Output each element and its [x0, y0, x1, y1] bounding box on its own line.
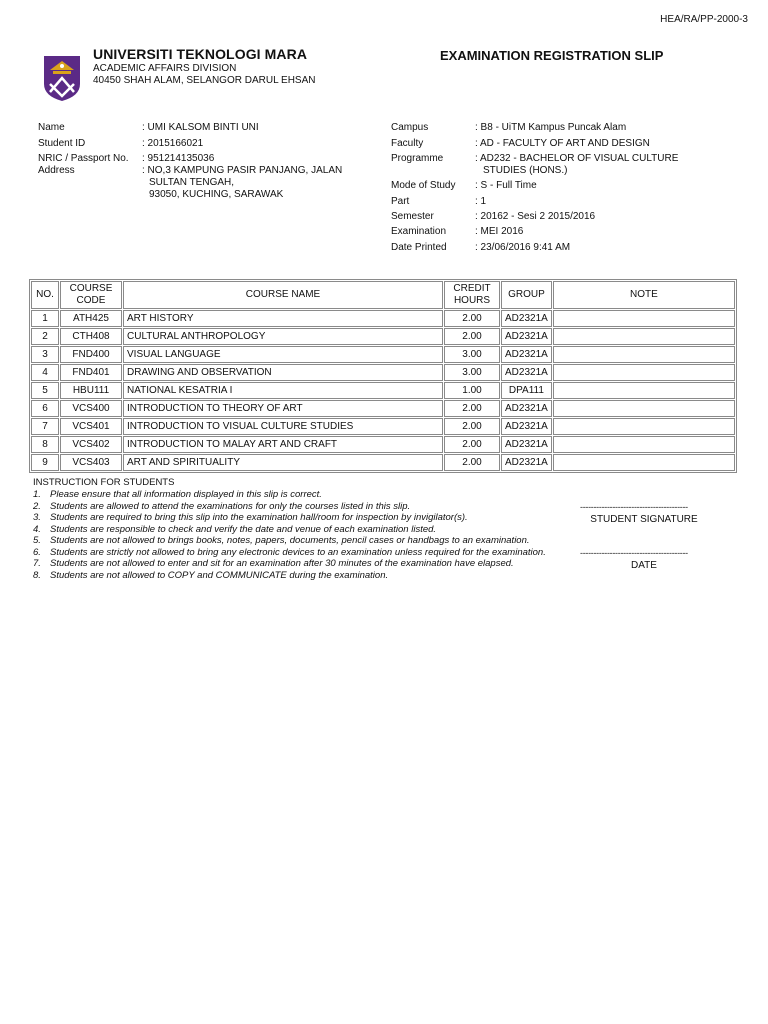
row-course-name: NATIONAL KESATRIA I [123, 382, 443, 399]
row-no: 7 [31, 418, 59, 435]
address-label: Address [38, 165, 75, 176]
row-group: AD2321A [501, 454, 552, 471]
row-credit-hours: 2.00 [444, 436, 500, 453]
row-course-code: VCS403 [60, 454, 122, 471]
faculty-label: Faculty [391, 138, 424, 149]
instruction-text: Students are allowed to attend the examinations for only the courses listed in this slip. [50, 500, 411, 512]
row-course-name: ART AND SPIRITUALITY [123, 454, 443, 471]
header-note: NOTE [553, 281, 735, 309]
header-group: GROUP [501, 281, 552, 309]
row-note [553, 436, 735, 453]
row-group: AD2321A [501, 310, 552, 327]
course-table [29, 279, 737, 473]
row-group: AD2321A [501, 400, 552, 417]
instruction-number: 4. [33, 523, 41, 535]
nric-value: : 951214135036 [142, 153, 215, 164]
instruction-text: Students are not allowed to enter and sit for an examination after 30 minutes of the examination have elapsed. [50, 558, 514, 569]
campus-value: : B8 - UiTM Kampus Puncak Alam [475, 122, 627, 133]
row-credit-hours: 2.00 [444, 310, 500, 327]
row-course-code: FND400 [60, 346, 122, 363]
mode-value: : S - Full Time [475, 180, 537, 191]
row-course-code: VCS400 [60, 400, 122, 417]
row-credit-hours: 2.00 [444, 400, 500, 417]
faculty-value: : AD - FACULTY OF ART AND DESIGN [475, 138, 650, 149]
row-group: AD2321A [501, 436, 552, 453]
row-group: AD2321A [501, 346, 552, 363]
signature-line: ---------------------------------------- [580, 502, 688, 512]
header-credit-hours: CREDIT HOURS [444, 281, 500, 309]
semester-value: : 20162 - Sesi 2 2015/2016 [475, 211, 596, 222]
student-id-label: Student ID [38, 138, 86, 149]
instruction-text: Please ensure that all information displayed in this slip is correct. [50, 489, 322, 500]
instruction-item [33, 558, 553, 570]
instructions [33, 477, 553, 581]
university-name: UNIVERSITI TEKNOLOGI MARA [93, 46, 308, 62]
row-course-code: VCS401 [60, 418, 122, 435]
division-name: ACADEMIC AFFAIRS DIVISION [93, 63, 237, 74]
table-row [31, 328, 735, 345]
student-id-value: : 2015166021 [142, 138, 204, 149]
instruction-item [33, 535, 553, 547]
row-no: 6 [31, 400, 59, 417]
row-course-code: VCS402 [60, 436, 122, 453]
row-course-code: ATH425 [60, 310, 122, 327]
row-note [553, 346, 735, 363]
row-note [553, 418, 735, 435]
address-line-2: SULTAN TENGAH, [149, 177, 235, 188]
date-printed-value: : 23/06/2016 9:41 AM [475, 242, 571, 253]
programme-label: Programme [391, 153, 444, 164]
row-no: 3 [31, 346, 59, 363]
instruction-text: Students are strictly not allowed to bring any electronic devices to an examination unless required for the examination. [50, 546, 546, 558]
row-group: DPA111 [501, 382, 552, 399]
row-no: 5 [31, 382, 59, 399]
row-group: AD2321A [501, 418, 552, 435]
table-row [31, 400, 735, 417]
row-credit-hours: 2.00 [444, 328, 500, 345]
row-course-name: DRAWING AND OBSERVATION [123, 364, 443, 381]
document-code: HEA/RA/PP-2000-3 [660, 14, 748, 25]
instruction-number: 1. [33, 489, 41, 500]
table-row [31, 382, 735, 399]
row-note [553, 328, 735, 345]
row-no: 4 [31, 364, 59, 381]
row-course-name: INTRODUCTION TO THEORY OF ART [123, 400, 443, 417]
table-row [31, 418, 735, 435]
instruction-number: 6. [33, 546, 41, 558]
mode-label: Mode of Study [391, 180, 456, 191]
row-credit-hours: 2.00 [444, 454, 500, 471]
examination-label: Examination [391, 226, 447, 237]
instructions-heading: INSTRUCTION FOR STUDENTS [33, 477, 175, 488]
row-credit-hours: 1.00 [444, 382, 500, 399]
instruction-number: 7. [33, 558, 41, 569]
programme-line-1: : AD232 - BACHELOR OF VISUAL CULTURE [475, 153, 679, 164]
header-no: NO. [31, 281, 59, 309]
table-row [31, 454, 735, 471]
semester-label: Semester [391, 211, 434, 222]
row-course-code: CTH408 [60, 328, 122, 345]
instruction-item [33, 489, 553, 501]
name-label: Name [38, 122, 65, 133]
row-credit-hours: 3.00 [444, 364, 500, 381]
name-value: : UMI KALSOM BINTI UNI [142, 122, 259, 133]
row-course-name: ART HISTORY [123, 310, 443, 327]
row-note [553, 364, 735, 381]
row-no: 1 [31, 310, 59, 327]
row-note [553, 382, 735, 399]
instruction-item [33, 570, 553, 582]
row-course-name: VISUAL LANGUAGE [123, 346, 443, 363]
instruction-number: 5. [33, 535, 41, 546]
table-row [31, 364, 735, 381]
address-line-3: 93050, KUCHING, SARAWAK [149, 189, 284, 200]
row-course-code: HBU111 [60, 382, 122, 399]
row-note [553, 400, 735, 417]
table-row [31, 310, 735, 327]
instruction-item [33, 512, 553, 524]
row-group: AD2321A [501, 364, 552, 381]
row-group: AD2321A [501, 328, 552, 345]
part-value: : 1 [475, 196, 487, 207]
row-course-code: FND401 [60, 364, 122, 381]
nric-label: NRIC / Passport No. [38, 153, 129, 164]
university-logo [42, 54, 82, 102]
header-course-code: COURSE CODE [60, 281, 122, 309]
address-line-1: : NO,3 KAMPUNG PASIR PANJANG, JALAN [142, 165, 343, 176]
row-note [553, 454, 735, 471]
slip-title: EXAMINATION REGISTRATION SLIP [440, 48, 664, 63]
instruction-text: Students are not allowed to brings books, notes, papers, documents, pencil cases or handbags to an examination. [50, 535, 530, 546]
student-signature-label: STUDENT SIGNATURE [590, 514, 698, 525]
university-address: 40450 SHAH ALAM, SELANGOR DARUL EHSAN [93, 75, 316, 86]
row-credit-hours: 3.00 [444, 346, 500, 363]
instruction-number: 2. [33, 500, 41, 512]
row-no: 8 [31, 436, 59, 453]
instruction-text: Students are required to bring this slip into the examination hall/room for inspection by invigilator(s). [50, 512, 468, 523]
row-note [553, 310, 735, 327]
campus-label: Campus [391, 122, 429, 133]
row-course-name: CULTURAL ANTHROPOLOGY [123, 328, 443, 345]
instruction-text: Students are not allowed to COPY and COMMUNICATE during the examination. [50, 569, 389, 581]
date-label: DATE [631, 560, 657, 571]
table-header-row [31, 281, 735, 309]
instruction-item [33, 547, 553, 559]
instruction-item [33, 501, 553, 513]
examination-value: : MEI 2016 [475, 226, 524, 237]
row-course-name: INTRODUCTION TO VISUAL CULTURE STUDIES [123, 418, 443, 435]
row-course-name: INTRODUCTION TO MALAY ART AND CRAFT [123, 436, 443, 453]
table-row [31, 436, 735, 453]
row-no: 2 [31, 328, 59, 345]
instruction-number: 3. [33, 512, 41, 523]
header-course-name: COURSE NAME [123, 281, 443, 309]
date-printed-label: Date Printed [391, 242, 447, 253]
table-row [31, 346, 735, 363]
date-line: ---------------------------------------- [580, 548, 688, 558]
row-credit-hours: 2.00 [444, 418, 500, 435]
instruction-item [33, 524, 553, 536]
part-label: Part [391, 196, 410, 207]
instruction-number: 8. [33, 569, 41, 581]
programme-line-2: STUDIES (HONS.) [483, 165, 568, 176]
row-no: 9 [31, 454, 59, 471]
instruction-text: Students are responsible to check and verify the date and venue of each examination listed. [50, 523, 437, 535]
